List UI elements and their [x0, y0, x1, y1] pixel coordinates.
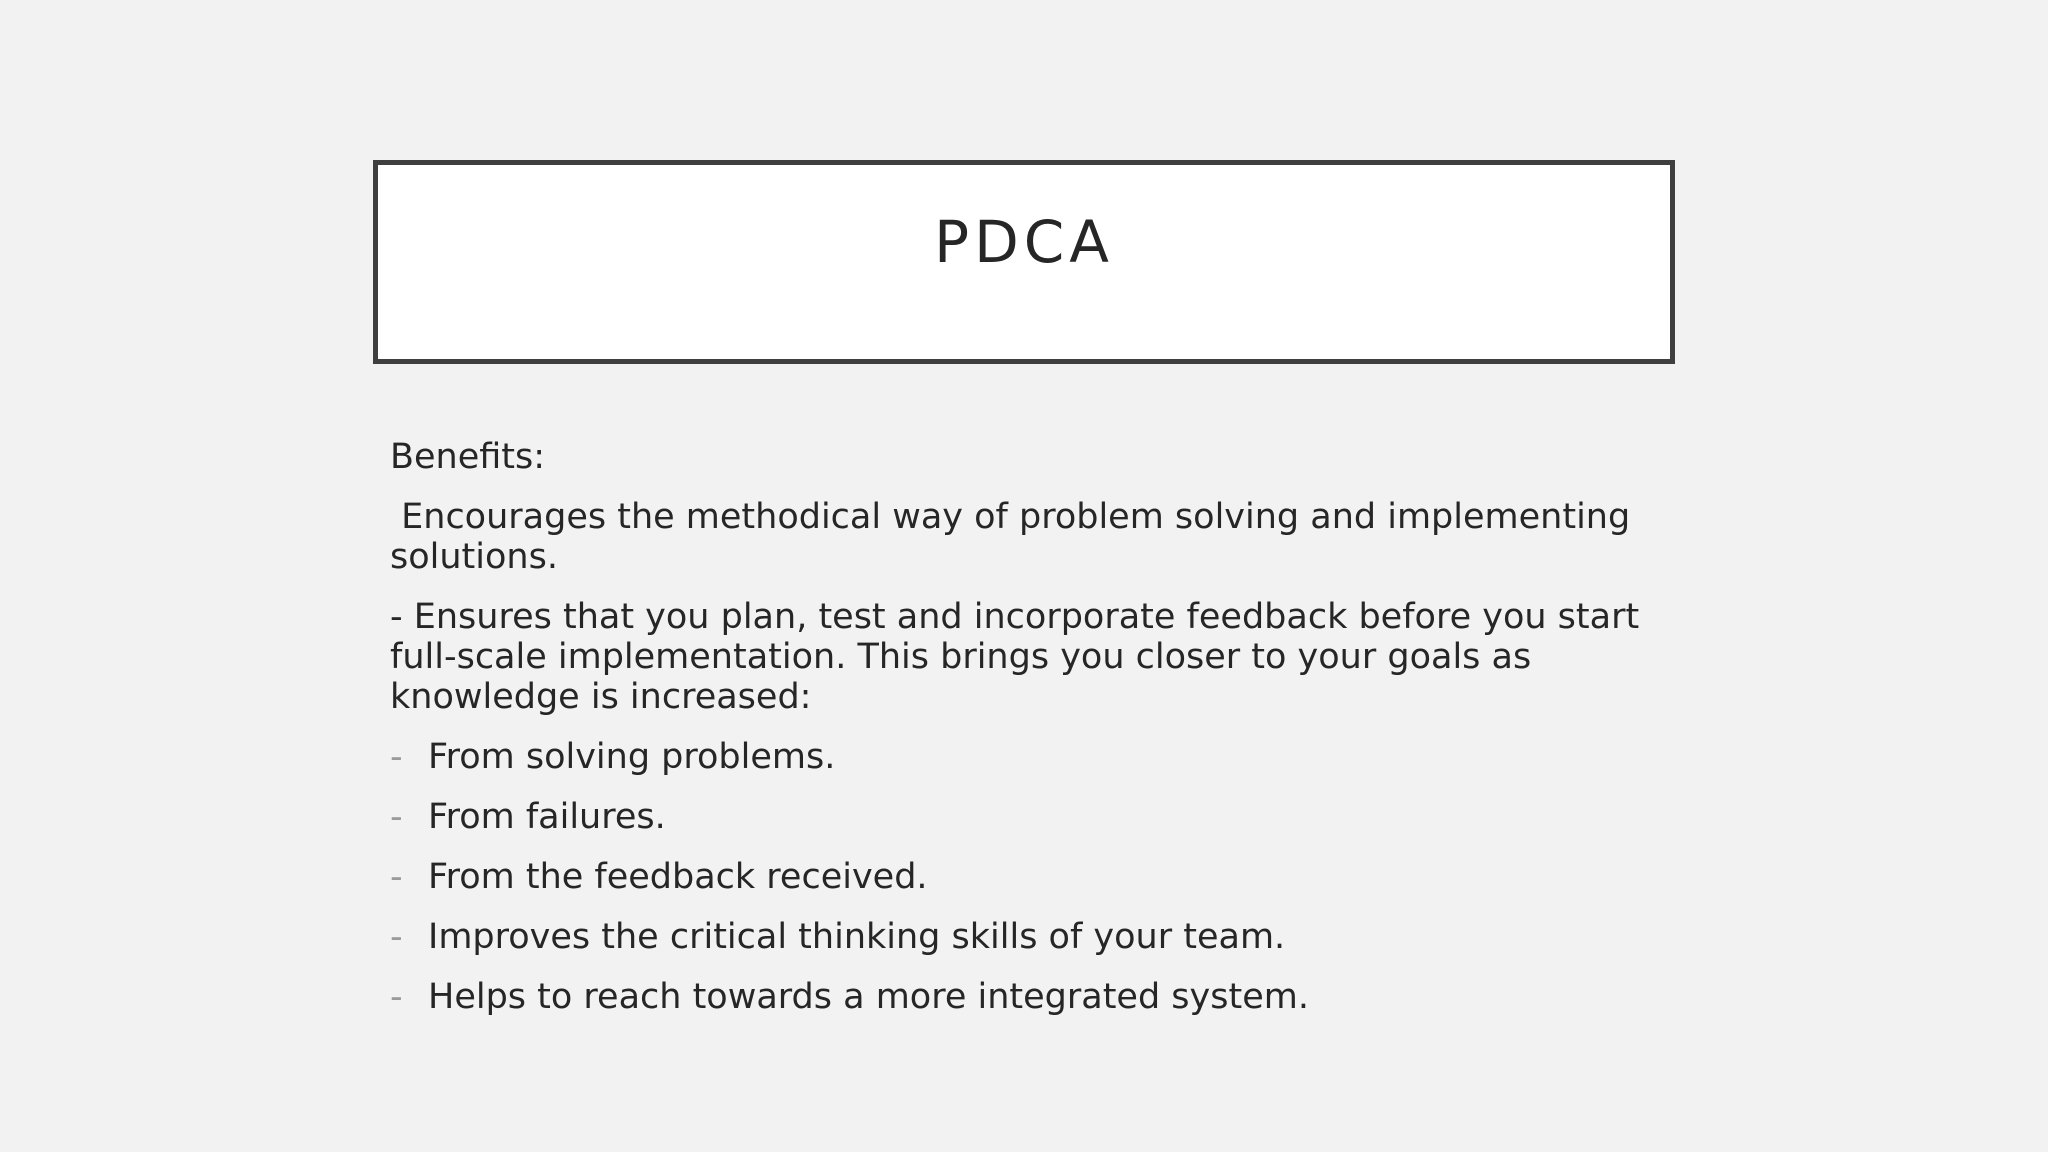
bullet-text: From failures. [428, 797, 666, 837]
bullet-dash-icon: - [390, 737, 403, 777]
bullet-item [390, 797, 1680, 837]
bullet-dash-icon: - [390, 797, 403, 837]
benefits-heading: Benefits: [390, 437, 546, 477]
bullet-item [390, 977, 1680, 1017]
slide-title: PDCA [934, 208, 1114, 276]
content-area [390, 437, 1680, 1037]
bullet-item [390, 737, 1680, 777]
paragraph-ensures: - Ensures that you plan, test and incorporate feedback before you start full-scale implementation. This brings you closer to your goals as knowledge is increased: [390, 597, 1651, 717]
paragraph-encourages: Encourages the methodical way of problem solving and implementing solutions. [390, 497, 1642, 577]
title-box [373, 160, 1675, 364]
bullet-text: From the feedback received. [428, 857, 928, 897]
bullet-text: From solving problems. [428, 737, 836, 777]
bullet-dash-icon: - [390, 977, 403, 1017]
bullet-item [390, 857, 1680, 897]
bullet-list [390, 737, 1680, 1017]
bullet-dash-icon: - [390, 917, 403, 957]
bullet-text: Improves the critical thinking skills of your team. [428, 917, 1286, 957]
bullet-text: Helps to reach towards a more integrated system. [428, 977, 1309, 1017]
bullet-item [390, 917, 1680, 957]
bullet-dash-icon: - [390, 857, 403, 897]
